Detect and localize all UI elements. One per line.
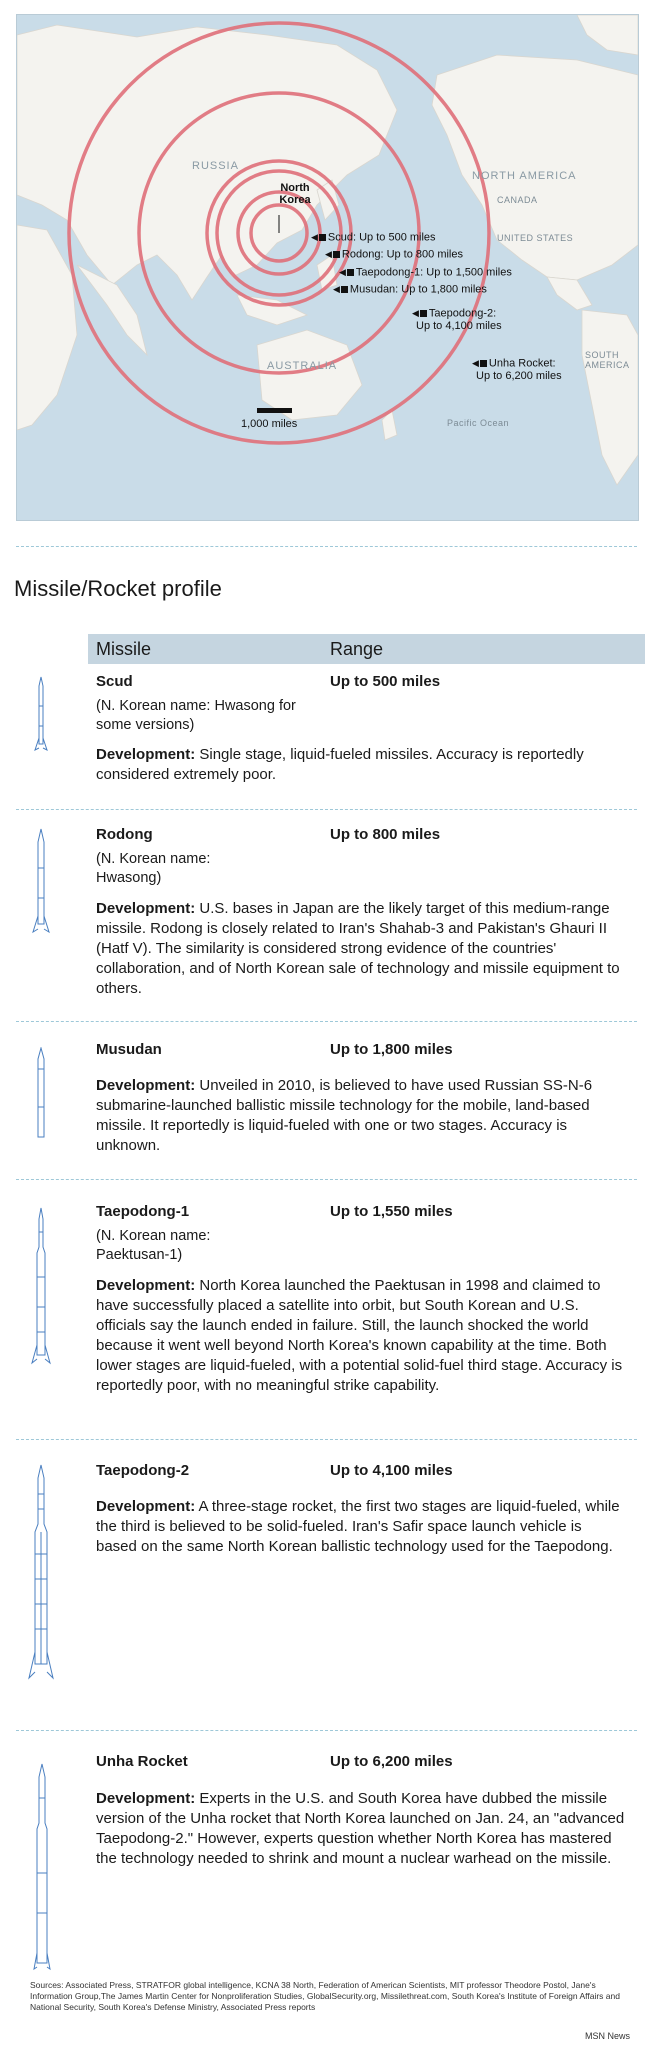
rodong-rocket-icon	[31, 828, 51, 936]
geo-label-pacific-ocean: Pacific Ocean	[447, 418, 510, 428]
missile-alias: (N. Korean name: Paektusan-1)	[96, 1228, 211, 1263]
column-header-missile: Missile	[96, 639, 152, 659]
missile-development: Development: U.S. bases in Japan are the likely target of this medium-range missile. Rodong is closely related to Iran's Shahab-3 and Pakistan's Ghauri II (Hatf V). The similarity is considered strong evidence of the countries' collaboration, and of North Korean sale of technology and missile equipment to others.	[96, 900, 620, 997]
missile-name: Scud	[96, 673, 133, 690]
geo-label-australia: AUSTRALIA	[267, 360, 338, 372]
missile-range: Up to 6,200 miles	[330, 1753, 453, 1770]
range-label-rodong: ◀ Rodong: Up to 800 miles	[325, 248, 463, 261]
missile-name: Unha Rocket	[96, 1753, 188, 1770]
missile-name: Taepodong-1	[96, 1203, 190, 1220]
section-title: Missile/Rocket profile	[14, 576, 222, 601]
geo-label-united-states: UNITED STATES	[497, 233, 574, 243]
missile-development: Development: Unveiled in 2010, is believed to have used Russian SS-N-6 submarine-launched ballistic missile technology for the mobile, land-based missile. It reportedly is liquid-fueled with one or two stages. Accuracy is unknown.	[96, 1077, 593, 1154]
divider	[16, 546, 637, 547]
range-map	[16, 14, 639, 521]
missile-range: Up to 800 miles	[330, 826, 441, 843]
divider	[16, 809, 637, 810]
taepodong-2-rocket-icon	[27, 1464, 55, 1682]
north-korea-label: North Korea	[279, 182, 311, 206]
taepodong-1-rocket-icon	[30, 1207, 52, 1367]
table-header	[88, 634, 645, 664]
scale-label: 1,000 miles	[241, 418, 298, 430]
geo-label-south-america: SOUTH AMERICA	[585, 350, 630, 370]
range-label-scud: ◀ Scud: Up to 500 miles	[311, 231, 436, 244]
scud-rocket-icon	[33, 676, 49, 754]
scale-bar	[257, 408, 292, 413]
missile-name: Rodong	[96, 826, 153, 843]
geo-label-canada: CANADA	[497, 195, 538, 205]
missile-development: Development: A three-stage rocket, the first two stages are liquid-fueled, while the third is believed to be solid-fueled. Iran's Safir space launch vehicle is based on the same North Korean ballistic technology used for the Taepodong.	[96, 1498, 620, 1555]
missile-range: Up to 4,100 miles	[330, 1462, 453, 1479]
range-label-musudan: ◀ Musudan: Up to 1,800 miles	[333, 283, 487, 296]
column-header-range: Range	[330, 639, 384, 659]
missile-development: Development: Experts in the U.S. and South Korea have dubbed the missile version of the Unha rocket that North Korea launched on Jan. 24, an "advanced Taepodong-2." However, experts question whether North Korea has mastered the technology needed to shrink and mount a nuclear warhead on the missile.	[96, 1790, 625, 1867]
divider	[16, 1730, 637, 1731]
missile-range: Up to 1,800 miles	[330, 1041, 453, 1058]
range-label-taepodong-1: ◀ Taepodong-1: Up to 1,500 miles	[339, 266, 512, 279]
divider	[16, 1021, 637, 1022]
divider	[16, 1439, 637, 1440]
range-label-taepodong-2: ◀ Taepodong-2: Up to 4,100 miles	[412, 307, 502, 333]
missile-alias: (N. Korean name: Hwasong for some versions)	[96, 698, 296, 733]
missile-alias: (N. Korean name: Hwasong)	[96, 851, 211, 886]
missile-development: Development: North Korea launched the Paektusan in 1998 and claimed to have successfully placed a satellite into orbit, but South Korean and U.S. officials say the launch ended in failure. Still, the launch shocked the world because it went well beyond North Korea's known capability at the time. Both lower stages are liquid-fueled, with a potential solid-fuel third stage. Accuracy is reportedly poor, with no meaningful strike capability.	[96, 1277, 623, 1394]
missile-development: Development: Single stage, liquid-fueled missiles. Accuracy is reportedly considered extremely poor.	[96, 746, 584, 783]
credit-text: MSN News	[585, 2031, 631, 2041]
missile-range: Up to 1,550 miles	[330, 1203, 453, 1220]
divider	[16, 1179, 637, 1180]
geo-label-russia: RUSSIA	[192, 160, 239, 172]
geo-label-north-america: NORTH AMERICA	[472, 170, 577, 182]
sources-text: Sources: Associated Press, STRATFOR global intelligence, KCNA 38 North, Federation of American Scientists, MIT professor Theodore Postol, Jane's Information Group,The James Martin Center for Nonproliferation Studies, GlobalSecurity.org, Missilethreat.com, South Korea's Institute of Foreign Affairs and National Security, South Korea's Defense Ministry, Associated Press reports	[30, 1980, 620, 2012]
musudan-rocket-icon	[34, 1047, 48, 1141]
missile-name: Musudan	[96, 1041, 162, 1058]
missile-name: Taepodong-2	[96, 1462, 190, 1479]
world-map-graphic	[17, 15, 638, 520]
unha-rocket-icon	[32, 1763, 52, 1973]
range-label-unha: ◀ Unha Rocket: Up to 6,200 miles	[472, 357, 562, 383]
missile-range: Up to 500 miles	[330, 673, 441, 690]
